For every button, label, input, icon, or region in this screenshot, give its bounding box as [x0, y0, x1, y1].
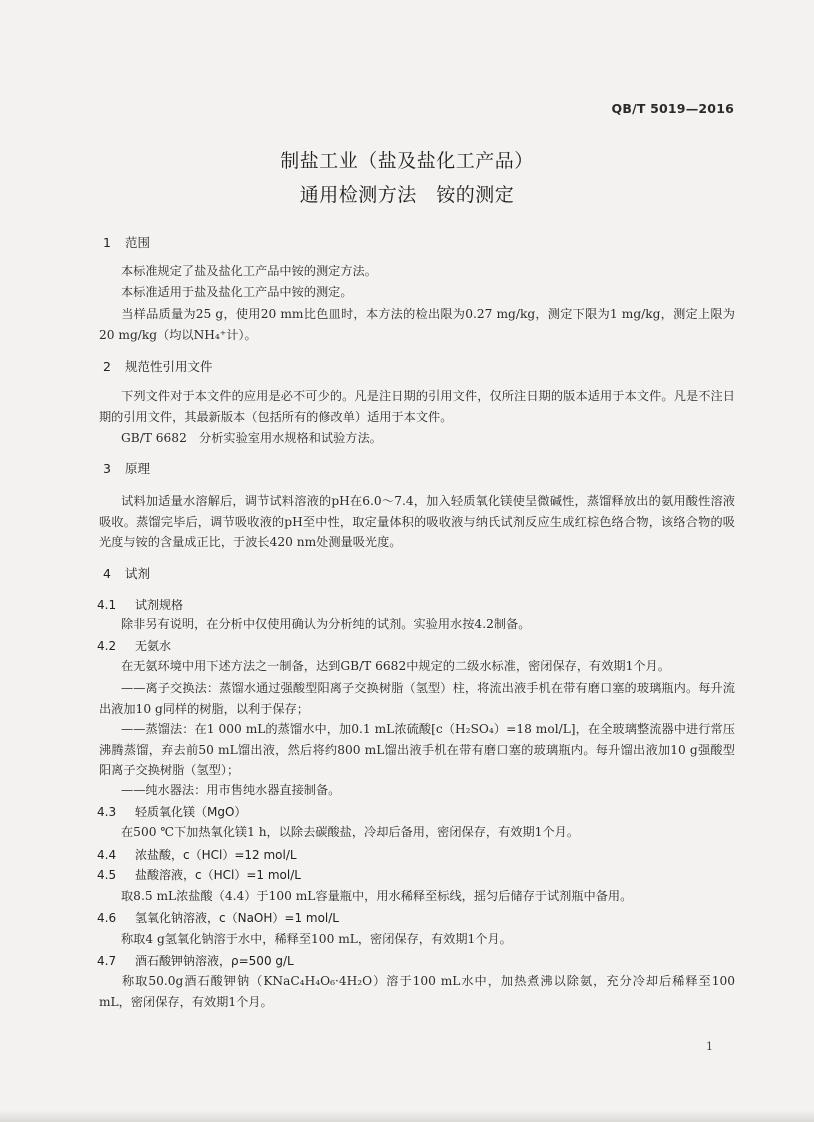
scan-edge: [0, 1110, 814, 1122]
paragraph: 除非另有说明，在分析中仅使用确认为分析纯的试剂。实验用水按4.2制备。: [121, 617, 531, 631]
paragraph: ——蒸馏法：在1 000 mL的蒸馏水中，加0.1 mL浓硫酸[c（H₂SO₄）=18 mol/L]，在全玻璃整流器中进行常压沸腾蒸馏，弃去前50 mL馏出液，然后将约800 mL馏出液手机在带有磨口塞的玻璃瓶内。每升馏出液加10 g强酸型阳离子交换树脂（氢型）；: [99, 722, 735, 777]
section-2-heading: 2 规范性引用文件: [103, 359, 213, 374]
page-number: 1: [706, 1040, 713, 1053]
paragraph: 试料加适量水溶解后，调节试料溶液的pH在6.0～7.4，加入轻质氧化镁使呈微碱性，蒸馏释放出的氨用酸性溶液吸收。蒸馏完毕后，调节吸收液的pH至中性，取定量体积的吸收液与纳氏试剂反应生成红棕色络合物，该络合物的吸光度与铵的含量成正比，于波长420 nm处测量吸光度。: [99, 494, 735, 549]
subsection-4-3-heading: 4.3 轻质氧化镁（MgO）: [97, 805, 247, 819]
paragraph: ——纯水器法：用市售纯水器直接制备。: [121, 783, 341, 797]
section-4-heading: 4 试剂: [103, 566, 151, 581]
document-title-line-2: 通用检测方法 铵的测定: [299, 184, 515, 206]
paragraph: 在无氨环境中用下述方法之一制备，达到GB/T 6682中规定的二级水标准，密闭保存，有效期1个月。: [121, 659, 670, 673]
paragraph: 称取4 g氢氧化钠溶于水中，稀释至100 mL，密闭保存，有效期1个月。: [121, 932, 512, 946]
paragraph: 称取50.0g酒石酸钾钠（KNaC₄H₄O₆·4H₂O）溶于100 mL水中，加热煮沸以除氨，充分冷却后稀释至100 mL，密闭保存，有效期1个月。: [99, 974, 735, 1009]
section-title: 范围: [125, 235, 151, 250]
document-title-line-1: 制盐工业（盐及盐化工产品）: [280, 150, 534, 172]
standard-code: QB/T 5019—2016: [611, 101, 734, 116]
paragraph: ——离子交换法：蒸馏水通过强酸型阳离子交换树脂（氢型）柱，将流出液手机在带有磨口塞的玻璃瓶内。每升流出液加10 g同样的树脂，以利于保存；: [99, 681, 735, 716]
paragraph: 本标准适用于盐及盐化工产品中铵的测定。: [121, 285, 353, 299]
paragraph: 当样品质量为25 g，使用20 mm比色皿时，本方法的检出限为0.27 mg/kg，测定下限为1 mg/kg，测定上限为20 mg/kg（均以NH₄⁺计）。: [99, 307, 735, 342]
paragraph: 取8.5 mL浓盐酸（4.4）于100 mL容量瓶中，用水稀释至标线，摇匀后储存于试剂瓶中备用。: [121, 889, 633, 903]
subsection-4-4-heading: 4.4 浓盐酸，c（HCl）=12 mol/L: [97, 848, 297, 862]
paragraph: 本标准规定了盐及盐化工产品中铵的测定方法。: [121, 264, 377, 278]
section-3-heading: 3 原理: [103, 461, 151, 476]
subsection-4-1-heading: 4.1 试剂规格: [97, 598, 184, 612]
paragraph: 下列文件对于本文件的应用是必不可少的。凡是注日期的引用文件，仅所注日期的版本适用于本文件。凡是不注日期的引用文件，其最新版本（包括所有的修改单）适用于本文件。: [99, 389, 735, 424]
subsection-4-2-heading: 4.2 无氨水: [97, 639, 172, 653]
paragraph: GB/T 6682 分析实验室用水规格和试验方法。: [121, 431, 382, 445]
subsection-4-7-heading: 4.7 酒石酸钾钠溶液，ρ=500 g/L: [97, 954, 294, 968]
section-number: 1: [103, 235, 111, 250]
subsection-4-6-heading: 4.6 氢氧化钠溶液，c（NaOH）=1 mol/L: [97, 911, 339, 925]
section-1-heading: [103, 233, 150, 251]
paragraph: 在500 ℃下加热氧化镁1 h，以除去碳酸盐，冷却后备用，密闭保存，有效期1个月。: [121, 825, 580, 839]
subsection-4-5-heading: 4.5 盐酸溶液，c（HCl）=1 mol/L: [97, 868, 301, 882]
